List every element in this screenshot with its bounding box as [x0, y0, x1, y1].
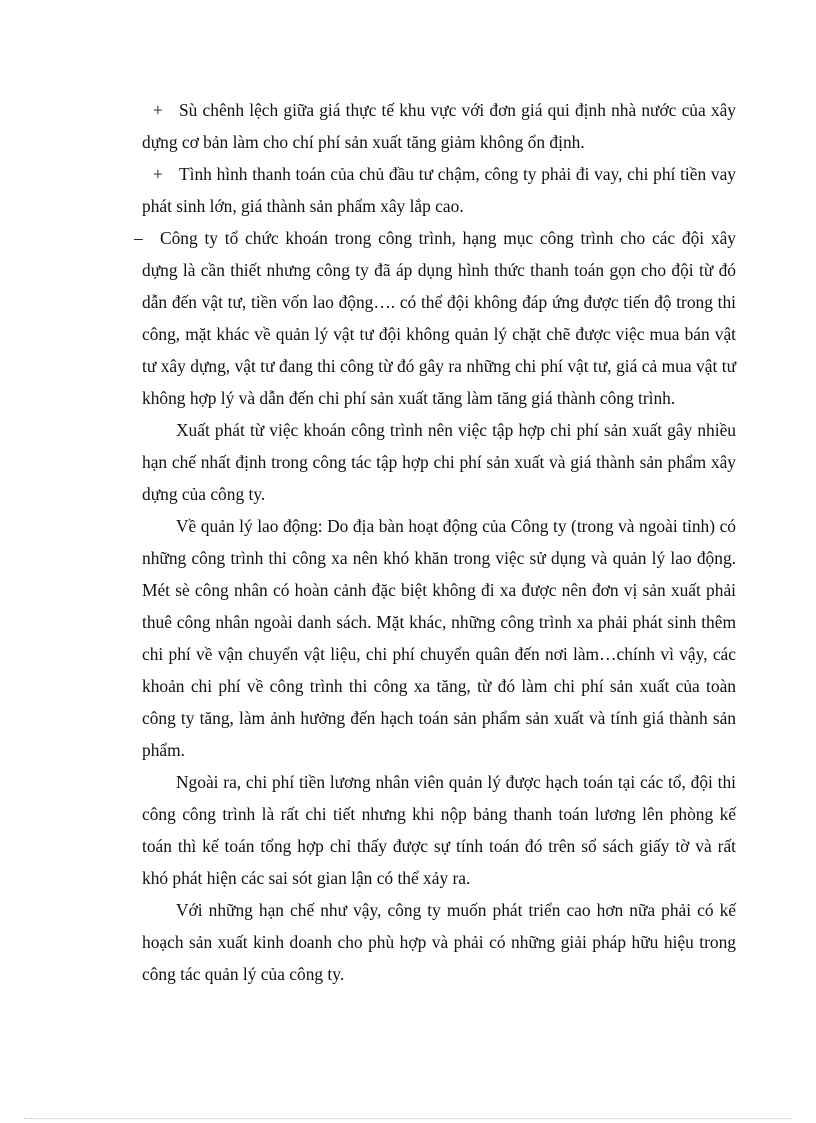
paragraph-body-3: Ngoài ra, chi phí tiền lương nhân viên quản lý được hạch toán tại các tổ, đội thi công công trình là rất chi tiết nhưng khi nộp bảng thanh toán lương lên phòng kế toán thì kế toán tổng hợp chỉ thấy được sự tính toán đó trên sổ sách giấy tờ và rất khó phát hiện các sai sót gian lận có thể xảy ra. [142, 772, 736, 888]
paragraph-text: Công ty tổ chức khoán trong công trình, hạng mục công trình cho các đội xây dựng là cần thiết nhưng công ty đã áp dụng hình thức thanh toán gọn cho đội từ đó dẫn đến vật tư, tiền vốn lao động…. có thể đội không đáp ứng được tiến độ trong thi công, mặt khác về quản lý vật tư đội không quản lý chặt chẽ được việc mua bán vật tư xây dựng, vật tư đang thi công từ đó gây ra những chi phí vật tư, giá cả mua vật tư không hợp lý và dẫn đến chi phí sản xuất tăng làm tăng giá thành công trình. [142, 228, 736, 408]
paragraph-body-2: Về quản lý lao động: Do địa bàn hoạt động của Công ty (trong và ngoài tỉnh) có những công trình thi công xa nên khó khăn trong việc sử dụng và quản lý lao động. Mét sè công nhân có hoàn cảnh đặc biệt không đi xa được nên đơn vị sản xuất phải thuê công nhân ngoài danh sách. Mặt khác, những công trình xa phải phát sinh thêm chi phí về vận chuyển vật liệu, chi phí chuyển quân đến nơi làm…chính vì vậy, các khoản chi phí về công trình thi công xa tăng, từ đó làm chi phí sản xuất của toàn công ty tăng, làm ảnh hưởng đến hạch toán sản phẩm sản xuất và tính giá thành sản phẩm. [142, 516, 736, 760]
paragraph-dash-bullet [134, 222, 736, 414]
paragraph-plus-bullet-1 [142, 94, 736, 158]
paragraph-body-1: Xuất phát từ việc khoán công trình nên việc tập hợp chi phí sản xuất gây nhiều hạn chế nhất định trong công tác tập hợp chi phí sản xuất và giá thành sản phẩm xây dựng của công ty. [142, 420, 736, 504]
paragraph-plus-bullet-2 [142, 158, 736, 222]
document-body [134, 94, 736, 990]
plus-bullet-marker: + [153, 100, 163, 120]
paragraph-text: Tình hình thanh toán của chủ đầu tư chậm, công ty phải đi vay, chi phí tiền vay phát sinh lớn, giá thành sản phẩm xây lắp cao. [142, 164, 736, 216]
plus-bullet-marker: + [153, 164, 163, 184]
paragraph-body-4: Với những hạn chế như vậy, công ty muốn phát triển cao hơn nữa phải có kế hoạch sản xuất kinh doanh cho phù hợp và phải có những giải pháp hữu hiệu trong công tác quản lý của công ty. [142, 900, 736, 984]
dash-bullet-marker: – [134, 228, 143, 248]
page-bottom-divider [24, 1118, 792, 1119]
paragraph-text: Sù chênh lệch giữa giá thực tế khu vực với đơn giá qui định nhà nước của xây dựng cơ bản làm cho chí phí sản xuất tăng giảm không ổn định. [142, 100, 736, 152]
